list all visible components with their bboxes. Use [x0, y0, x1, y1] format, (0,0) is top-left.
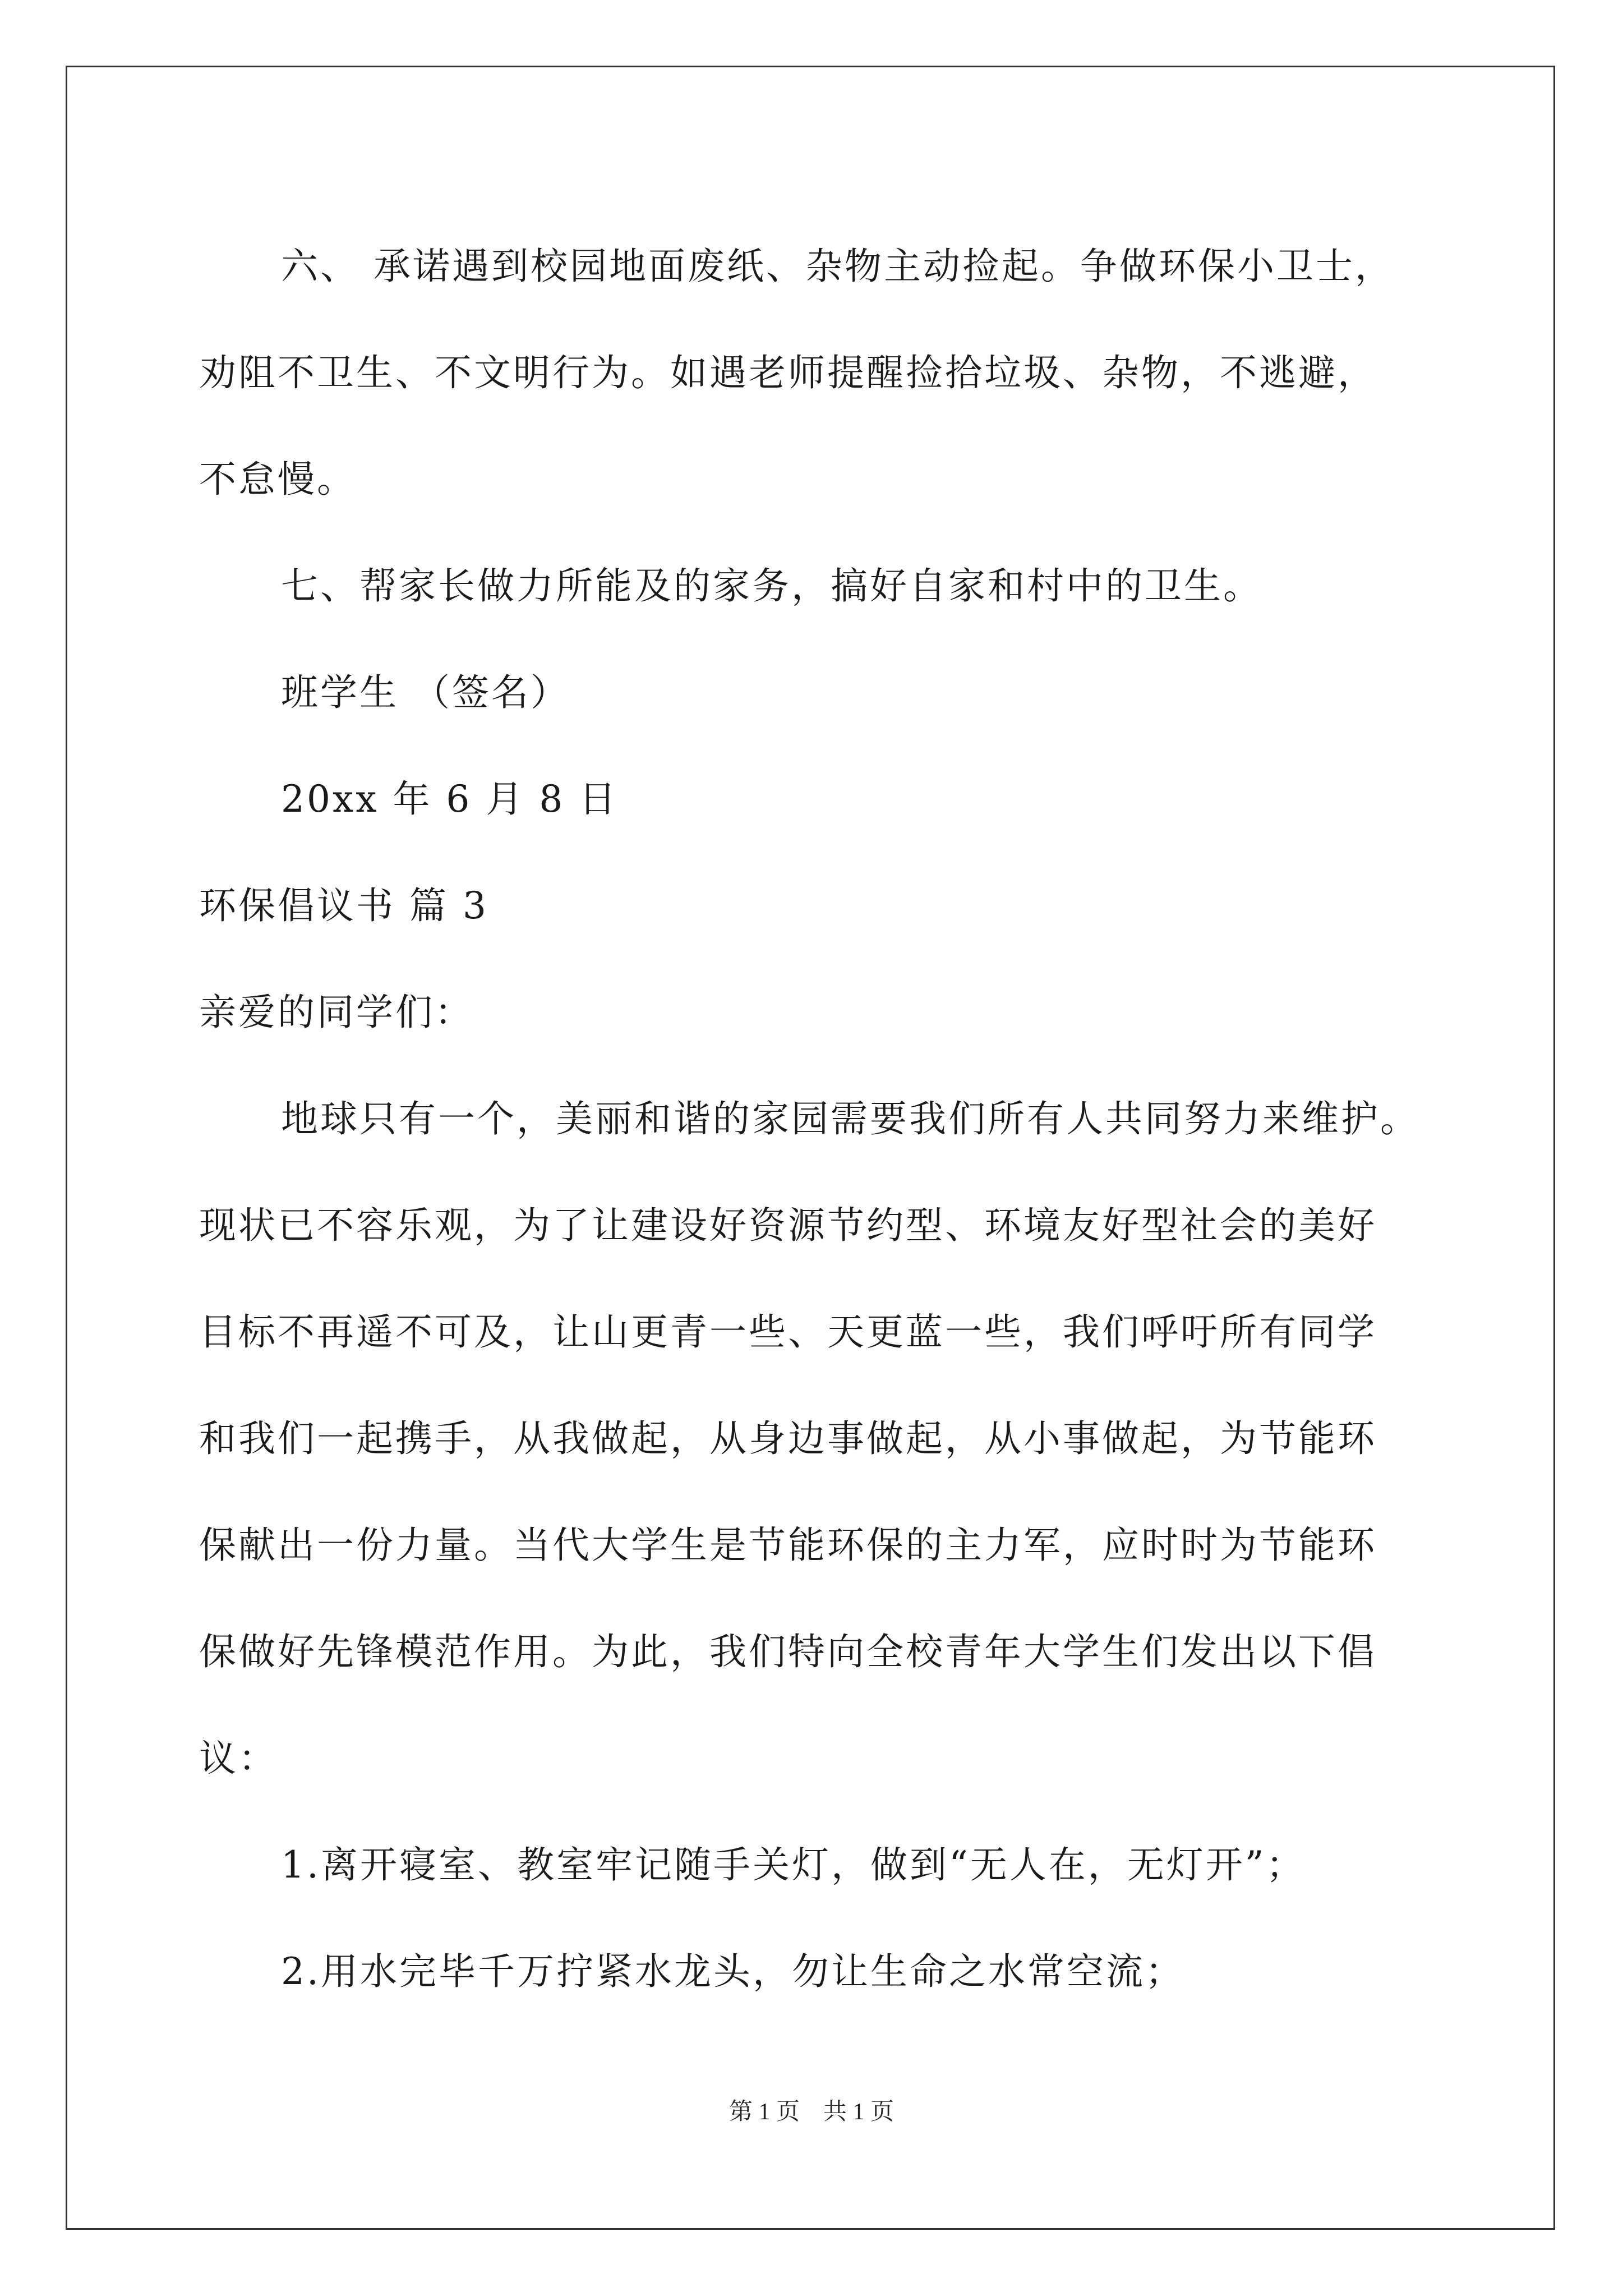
document-body	[199, 213, 1455, 2025]
date-line: 20xx 年 6 月 8 日	[281, 777, 619, 821]
paragraph-line: 保做好先锋模范作用。为此，我们特向全校青年大学生们发出以下倡	[199, 1630, 1377, 1673]
salutation: 亲爱的同学们：	[199, 991, 474, 1034]
paragraph-line: 不怠慢。	[199, 458, 356, 501]
paragraph-line: 目标不再遥不可及，让山更青一些、天更蓝一些，我们呼吁所有同学	[199, 1310, 1377, 1354]
section-title: 环保倡议书 篇 3	[199, 884, 488, 927]
paragraph-line: 和我们一起携手，从我做起，从身边事做起，从小事做起，为节能环	[199, 1417, 1377, 1460]
paragraph-line: 七、帮家长做力所能及的家务，搞好自家和村中的卫生。	[281, 564, 1262, 608]
paragraph-line: 劝阻不卫生、不文明行为。如遇老师提醒捡拾垃圾、杂物，不逃避，	[199, 351, 1377, 394]
list-item: 2.用水完毕千万拧紧水龙头，勿让生命之水常空流；	[281, 1950, 1184, 1993]
paragraph-line: 议：	[199, 1737, 278, 1780]
signature-line: 班学生 （签名）	[281, 671, 570, 714]
paragraph-line: 保献出一份力量。当代大学生是节能环保的主力军，应时时为节能环	[199, 1524, 1377, 1567]
paragraph-line: 地球只有一个，美丽和谐的家园需要我们所有人共同努力来维护。	[281, 1097, 1419, 1140]
page-number-footer: 第 1 页 共 1 页	[728, 2099, 894, 2125]
paragraph-line: 六、 承诺遇到校园地面废纸、杂物主动捡起。争做环保小卫士，	[281, 245, 1394, 288]
paragraph-line: 现状已不容乐观，为了让建设好资源节约型、环境友好型社会的美好	[199, 1204, 1377, 1247]
list-item: 1.离开寝室、教室牢记随手关灯，做到“无人在，无灯开”；	[281, 1843, 1306, 1887]
